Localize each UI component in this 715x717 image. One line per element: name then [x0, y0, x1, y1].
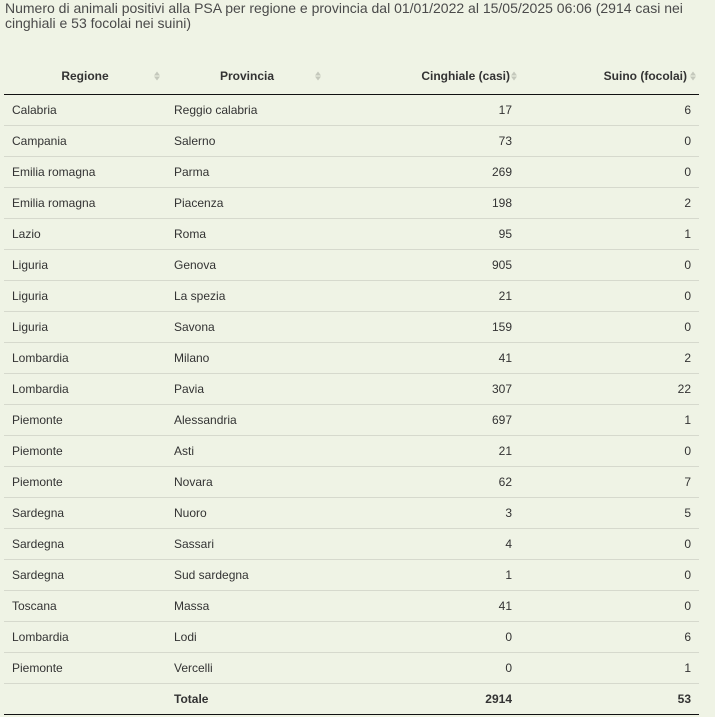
table-row [4, 250, 699, 281]
table-row [4, 95, 699, 126]
sort-icon[interactable] [315, 72, 321, 81]
suino-cell: 1 [520, 405, 699, 436]
table-row [4, 157, 699, 188]
suino-cell: 7 [520, 467, 699, 498]
suino-cell: 6 [520, 622, 699, 653]
total-regione-cell [4, 684, 166, 715]
sort-icon[interactable] [511, 72, 517, 81]
cinghiale-cell: 269 [328, 157, 520, 188]
column-header-suino[interactable] [520, 58, 699, 95]
provincia-cell: Reggio calabria [166, 95, 328, 126]
table-row [4, 467, 699, 498]
cinghiale-cell: 4 [328, 529, 520, 560]
provincia-cell: Nuoro [166, 498, 328, 529]
regione-cell: Toscana [4, 591, 166, 622]
suino-cell: 22 [520, 374, 699, 405]
cinghiale-cell: 1 [328, 560, 520, 591]
total-suino-cell: 53 [520, 684, 699, 715]
table-row [4, 529, 699, 560]
total-label: Totale [166, 684, 328, 715]
provincia-cell: Alessandria [166, 405, 328, 436]
table-caption: Numero di animali positivi alla PSA per regione e provincia dal 01/01/2022 al 15/05/2025 06:06 (2914 casi nei cinghiali e 53 focolai nei suini) [5, 0, 683, 31]
suino-cell: 2 [520, 188, 699, 219]
cinghiale-cell: 21 [328, 281, 520, 312]
regione-cell: Liguria [4, 281, 166, 312]
provincia-cell: Savona [166, 312, 328, 343]
suino-cell: 0 [520, 560, 699, 591]
suino-cell: 5 [520, 498, 699, 529]
cinghiale-cell: 41 [328, 591, 520, 622]
regione-cell: Piemonte [4, 436, 166, 467]
cinghiale-cell: 3 [328, 498, 520, 529]
suino-cell: 6 [520, 95, 699, 126]
regione-cell: Piemonte [4, 467, 166, 498]
header-row [4, 58, 699, 95]
regione-cell: Lombardia [4, 622, 166, 653]
regione-cell: Sardegna [4, 498, 166, 529]
table-row [4, 560, 699, 591]
cinghiale-cell: 307 [328, 374, 520, 405]
table-body [4, 95, 699, 684]
provincia-cell: Roma [166, 219, 328, 250]
table-row [4, 312, 699, 343]
table-row [4, 219, 699, 250]
suino-cell: 0 [520, 281, 699, 312]
regione-cell: Emilia romagna [4, 157, 166, 188]
table-row [4, 188, 699, 219]
regione-cell: Piemonte [4, 405, 166, 436]
suino-cell: 0 [520, 126, 699, 157]
regione-cell: Lazio [4, 219, 166, 250]
table-row [4, 405, 699, 436]
cinghiale-cell: 697 [328, 405, 520, 436]
table-row [4, 343, 699, 374]
provincia-cell: Milano [166, 343, 328, 374]
table-row [4, 436, 699, 467]
table-row [4, 498, 699, 529]
column-header-label: Provincia [219, 69, 275, 83]
provincia-cell: Genova [166, 250, 328, 281]
provincia-cell: La spezia [166, 281, 328, 312]
regione-cell: Campania [4, 126, 166, 157]
regione-cell: Piemonte [4, 653, 166, 684]
table-row [4, 281, 699, 312]
cinghiale-cell: 95 [328, 219, 520, 250]
cinghiale-cell: 905 [328, 250, 520, 281]
regione-cell: Calabria [4, 95, 166, 126]
cinghiale-cell: 198 [328, 188, 520, 219]
total-row [4, 684, 699, 715]
suino-cell: 0 [520, 312, 699, 343]
regione-cell: Sardegna [4, 560, 166, 591]
provincia-cell: Salerno [166, 126, 328, 157]
suino-cell: 0 [520, 157, 699, 188]
regione-cell: Emilia romagna [4, 188, 166, 219]
provincia-cell: Novara [166, 467, 328, 498]
suino-cell: 0 [520, 591, 699, 622]
provincia-cell: Asti [166, 436, 328, 467]
column-header-provincia[interactable] [166, 58, 328, 95]
suino-cell: 0 [520, 529, 699, 560]
suino-cell: 2 [520, 343, 699, 374]
table-row [4, 374, 699, 405]
cinghiale-cell: 0 [328, 622, 520, 653]
provincia-cell: Lodi [166, 622, 328, 653]
column-header-label: Regione [61, 69, 109, 83]
cinghiale-cell: 73 [328, 126, 520, 157]
cinghiale-cell: 17 [328, 95, 520, 126]
regione-cell: Liguria [4, 312, 166, 343]
regione-cell: Lombardia [4, 374, 166, 405]
suino-cell: 1 [520, 653, 699, 684]
cinghiale-cell: 159 [328, 312, 520, 343]
column-header-label: Cinghiale (casi) [421, 69, 510, 83]
suino-cell: 0 [520, 250, 699, 281]
cinghiale-cell: 0 [328, 653, 520, 684]
total-cinghiale-cell: 2914 [328, 684, 520, 715]
column-header-label: Suino (focolai) [603, 69, 687, 83]
regione-cell: Lombardia [4, 343, 166, 374]
cinghiale-cell: 41 [328, 343, 520, 374]
cinghiale-cell: 21 [328, 436, 520, 467]
suino-cell: 0 [520, 436, 699, 467]
column-header-regione[interactable] [4, 58, 166, 95]
regione-cell: Liguria [4, 250, 166, 281]
suino-cell: 1 [520, 219, 699, 250]
regione-cell: Sardegna [4, 529, 166, 560]
table-row [4, 126, 699, 157]
provincia-cell: Sassari [166, 529, 328, 560]
sort-icon[interactable] [154, 72, 160, 81]
provincia-cell: Massa [166, 591, 328, 622]
table-row [4, 622, 699, 653]
psa-table [4, 58, 699, 715]
sort-icon[interactable] [690, 72, 696, 81]
cinghiale-cell: 62 [328, 467, 520, 498]
provincia-cell: Piacenza [166, 188, 328, 219]
table-row [4, 591, 699, 622]
provincia-cell: Vercelli [166, 653, 328, 684]
column-header-cinghiale[interactable] [328, 58, 520, 95]
provincia-cell: Pavia [166, 374, 328, 405]
provincia-cell: Sud sardegna [166, 560, 328, 591]
provincia-cell: Parma [166, 157, 328, 188]
table-row [4, 653, 699, 684]
